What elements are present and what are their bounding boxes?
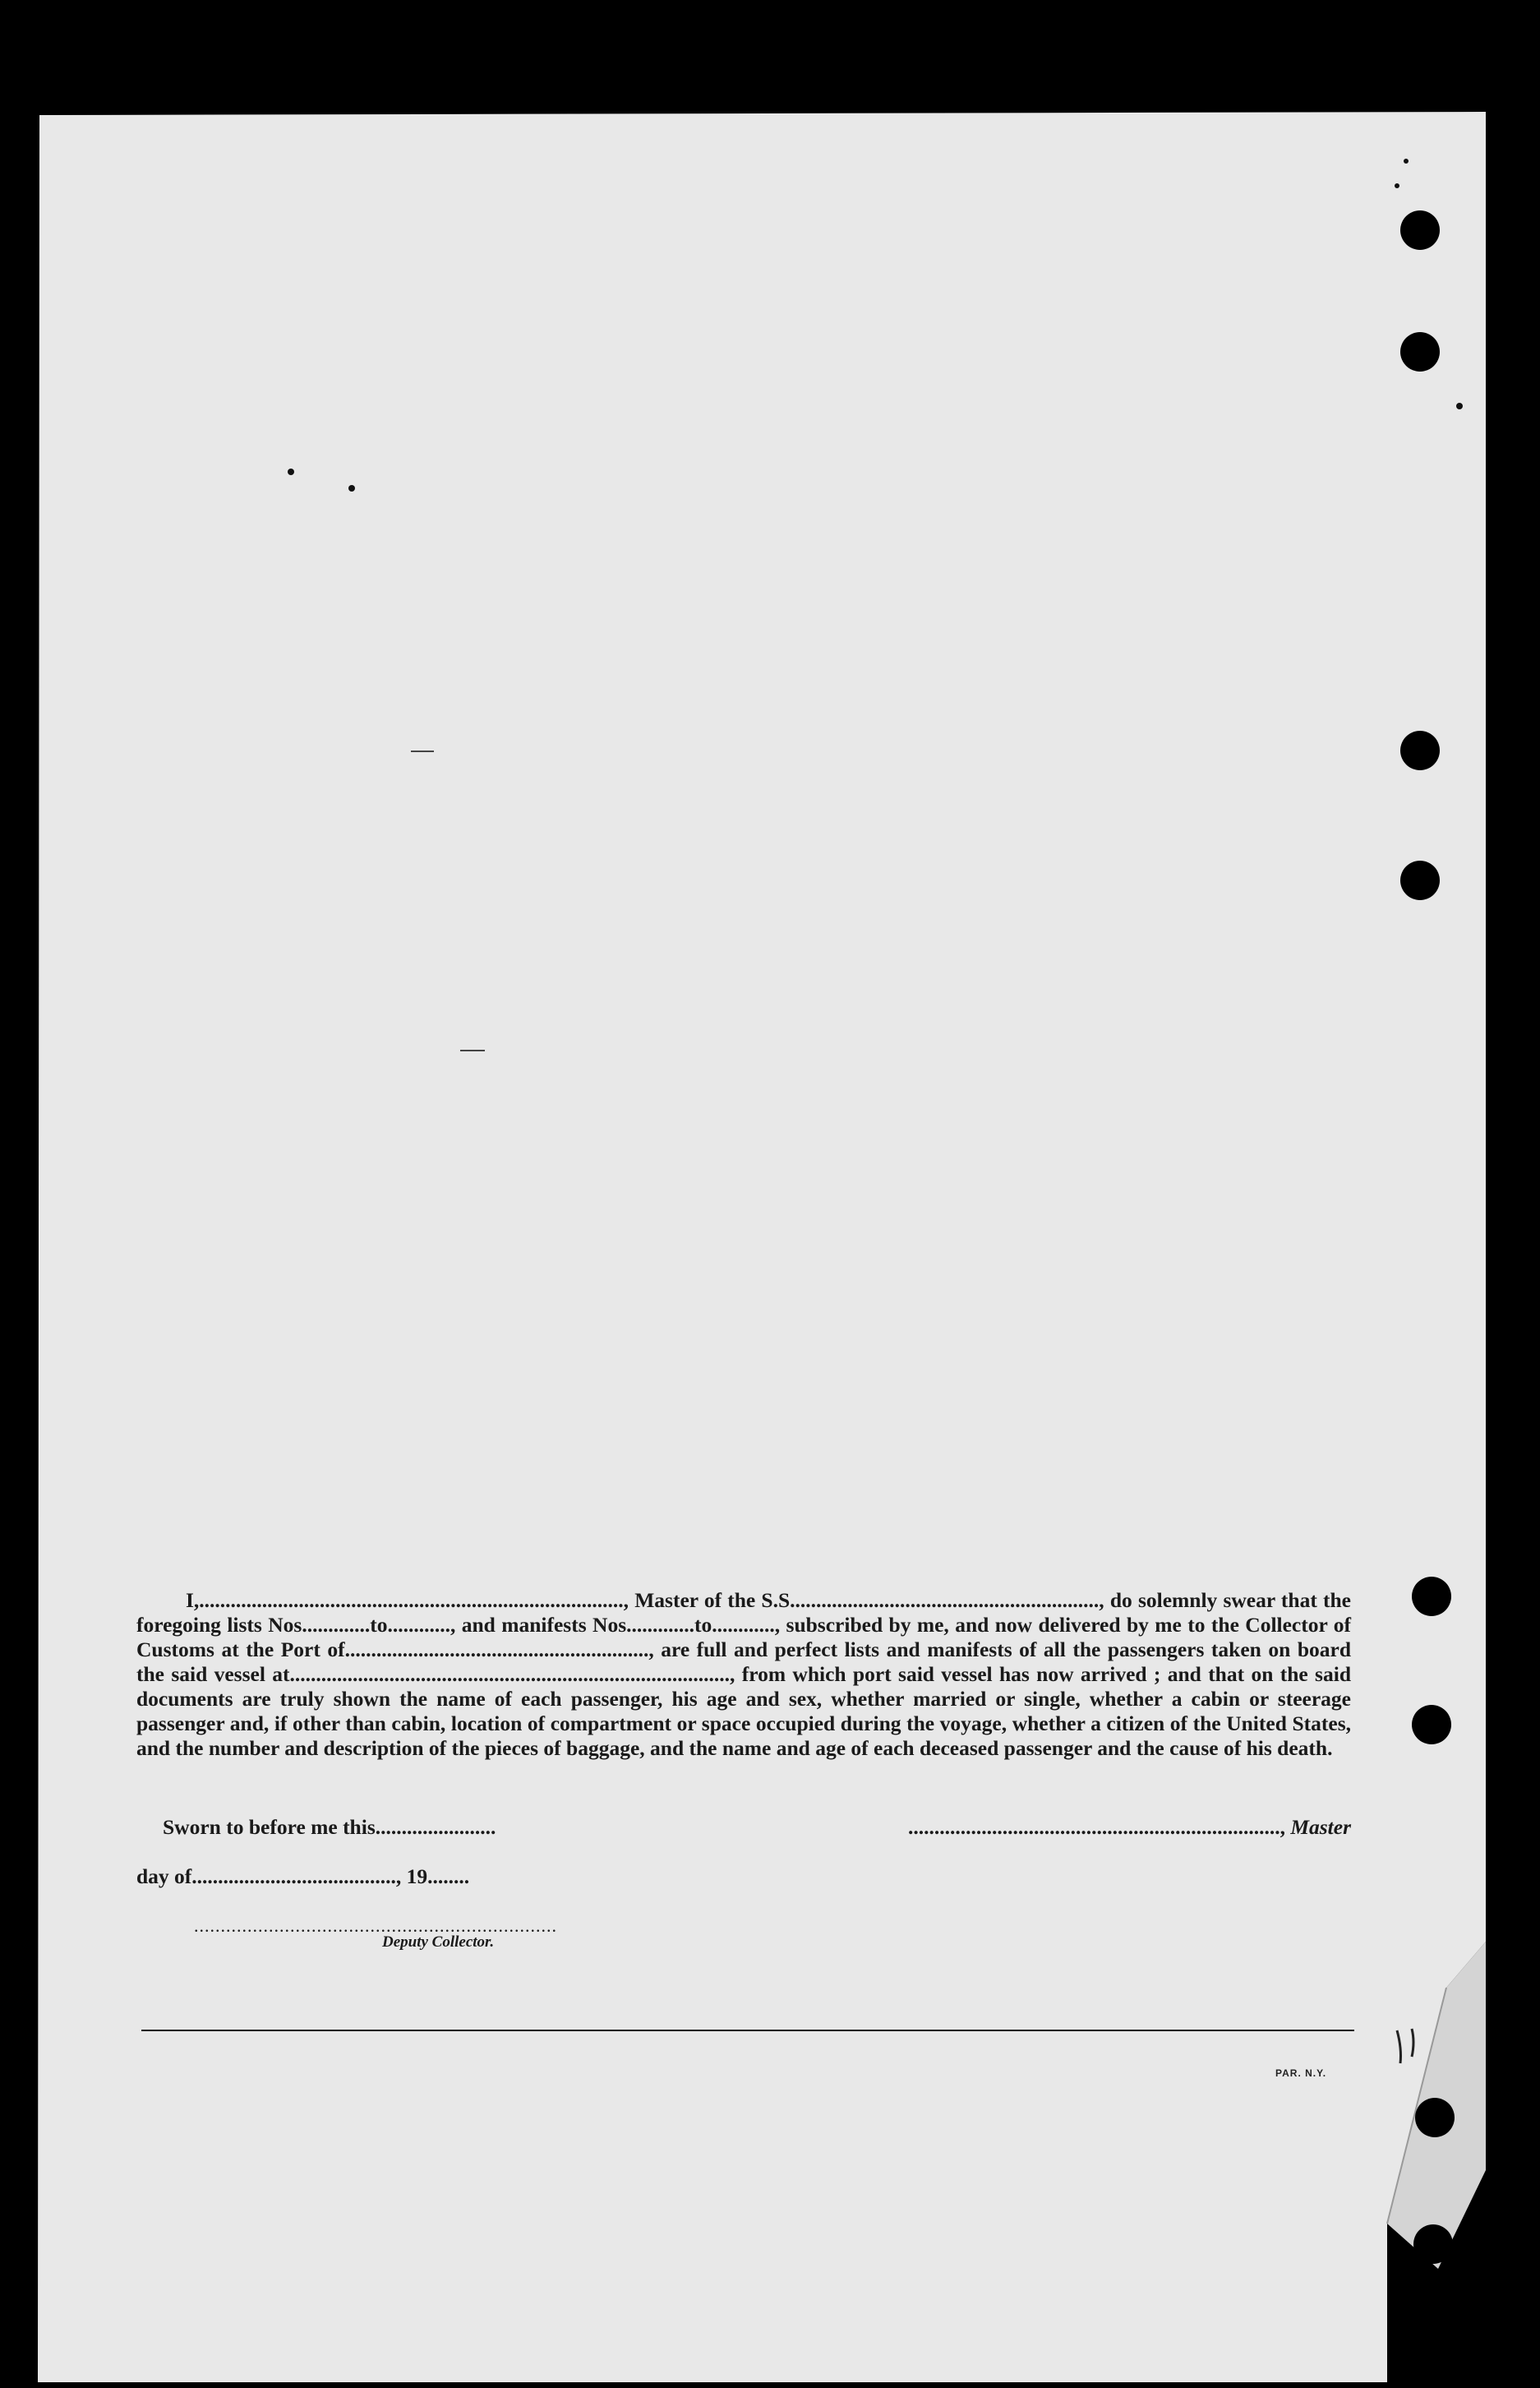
deputy-collector-label: Deputy Collector. — [382, 1933, 495, 1951]
punch-hole — [1400, 861, 1440, 900]
punch-hole — [1400, 731, 1440, 770]
punch-hole — [1412, 1705, 1451, 1744]
paper-background — [38, 112, 1486, 2382]
master-dots: ......................................................................., — [907, 1815, 1285, 1839]
sworn-before-me-text: Sworn to before me this....................... — [163, 1815, 496, 1839]
day-of-text: day of......................................., 19........ — [136, 1864, 470, 1888]
punch-hole — [1412, 1577, 1451, 1616]
punch-hole — [1400, 210, 1440, 250]
printer-mark: PAR. N.Y. — [1275, 2067, 1327, 2079]
oath-text: I,................................................................................., Master of the S.S..........................................................., do solemnly swear that the foregoing lists Nos.............to............, and manifests Nos.............to............, subscribed by me, and now delivered by me to the Collector of Customs at the Port of.........................................................., are full and perfect lists and manifests of all the passengers taken on board the said vessel at...................................................................................., from which port said vessel has now arrived ; and that on the said documents are truly shown the name of each passenger, his age and sex, whether married or single, whether a cabin or steerage passenger and, if other than cabin, location of compartment or space occupied during the voyage, whether a citizen of the United States, and the number and description of the pieces of baggage, and the name and age of each deceased passenger and the cause of his death. — [136, 1588, 1351, 1760]
punch-hole — [1413, 2224, 1453, 2264]
master-label: Master — [1290, 1815, 1351, 1839]
master-signature-line — [908, 1815, 1351, 1840]
punch-hole — [1415, 2098, 1455, 2137]
deputy-signature-line: .................................................................... — [194, 1915, 557, 1936]
punch-hole — [1400, 332, 1440, 372]
oath-paragraph — [136, 1588, 1351, 1761]
